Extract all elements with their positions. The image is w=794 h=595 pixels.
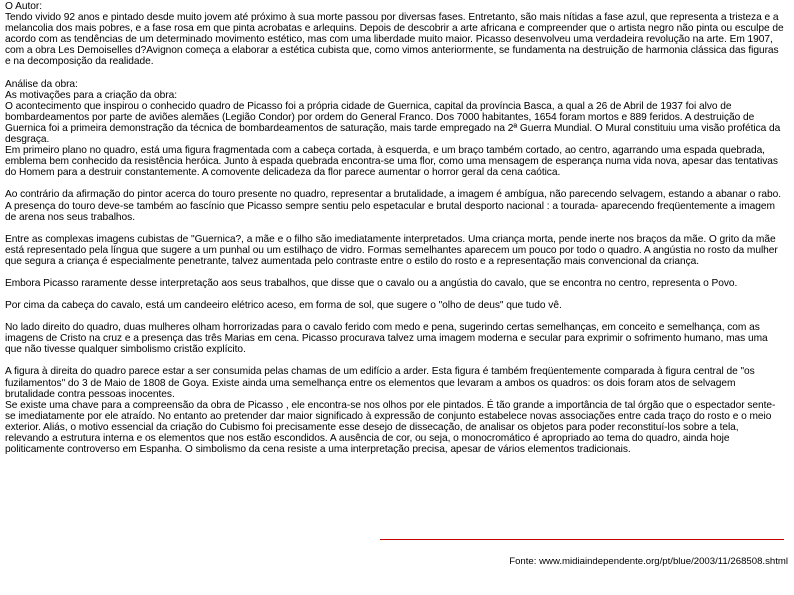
paragraph-foreground-figure: Em primeiro plano no quadro, está uma figura fragmentada com a cabeça cortada, à esquerda, e um braço também cortado, ao centro, agarrando uma espada quebrada, emblema bem conhecido da resistência heróica. Junto à espada quebrada encontra-se uma flor, como uma mensagem de esperança numa vida nova, apesar das tentativas do Homem para a destruir constantemente. A comovente delicadeza da flor parece aumentar o horror geral da cena caótica. (5, 145, 778, 179)
analysis-heading: Análise da obra: (5, 78, 78, 90)
source-citation: Fonte: www.midiaindependente.org/pt/blue/2003/11/268508.shtml (509, 556, 788, 567)
document-body (5, 1, 785, 455)
red-underline (380, 539, 784, 540)
spacer (5, 311, 785, 322)
paragraph-guernica-event: O acontecimento que inspirou o conhecido quadro de Picasso foi a própria cidade de Guernica, capital da província Basca, a qual a 26 de Abril de 1937 foi alvo de bombardeamentos por parte de aviões alemães (Legião Condor) por ordem do General Franco. Dos 7000 habitantes, 1654 foram mortos e 889 feridos. A destruição de Guernica foi a primeira demonstração da técnica de bombardeamentos de saturação, mais tarde empregado na 2ª Guerra Mundial. O Mural constituiu uma visão profética da desgraça. (5, 100, 781, 146)
paragraph-bull: Ao contrário da afirmação do pintor acerca do touro presente no quadro, representar a brutalidade, a imagem é ambígua, não parecendo selvagem, estando a abanar o rabo. A presença do touro deve-se também ao fascínio que Picasso sempre sentiu pelo espetacular e brutal desporto nacional : a tourada- aparecendo freqüentemente a imagem de arena nos seus trabalhos. (5, 189, 782, 223)
spacer (5, 355, 785, 366)
author-paragraph: Tendo vivido 92 anos e pintado desde muito jovem até próximo à sua morte passou por diversas fases. Entretanto, são mais nítidas a fase azul, que representa a tristeza e a melancolia dos mais pobres, e a fase rosa em que pinta acrobatas e arlequins. Depois de descobrir a arte africana e compreender que o artista negro não pinta ou esculpe de acordo com as tendências de um determinado movimento estético, mas com uma liberdade muito maior. Picasso desenvolveu uma verdadeira revolução na arte. Em 1907, com a obra Les Demoiselles d?Avignon começa a elaborar a estética cubista que, como vimos anteriormente, se fundamenta na destruição de harmonia clássica das figuras e na decomposição da realidade. (5, 12, 784, 68)
paragraph-horse: Embora Picasso raramente desse interpretação aos seus trabalhos, que disse que o cavalo ou a angústia do cavalo, que se encontra no centro, representa o Povo. (5, 277, 738, 289)
spacer (5, 289, 785, 300)
paragraph-lamp: Por cima da cabeça do cavalo, está um candeeiro elétrico aceso, em forma de sol, que sugere o "olho de deus" que tudo vê. (5, 300, 562, 312)
spacer (5, 223, 785, 234)
paragraph-eyes: Se existe uma chave para a compreensão da obra de Picasso , ele encontra-se nos olhos por ele pintados. É tão grande a importância de tal órgão que o espectador sente-se imediatamente por ele atraído. No entanto ao pretender dar maior significado à expressão de conjunto estabelece novas associações entre cada traço do rosto e o meio exterior. Aliás, o motivo essencial da criação do Cubismo foi precisamente esse desejo de dissecação, de analisar os objetos para poder reconstituí-los sobre a tela, relevando a estrutura interna e os elementos que nos estão escondidos. A ausência de cor, ou seja, o monocromático é apropriado ao tema do quadro, ainda hoje politicamente controverso em Espanha. O simbolismo da cena resiste a uma interpretação precisa, apesar de vários elementos tradicionais. (5, 399, 776, 456)
spacer (5, 68, 785, 79)
paragraph-burning-figure: A figura à direita do quadro parece estar a ser consumida pelas chamas de um edifício a arder. Esta figura é também freqüentemente comparada à figura central de "os fuzilamentos" do 3 de Maio de 1808 de Goya. Existe ainda uma semelhança entre os elementos que levaram a ambos os quadros: os dois foram atos de selvagem brutalidade contra pessoas inocentes. (5, 366, 755, 400)
paragraph-mother-child: Entre as complexas imagens cubistas de "Guernica?, a mãe e o filho são imediatamente interpretados. Uma criança morta, pende inerte nos braços da mãe. O grito da mãe está representado pela língua que sugere a um punhal ou um estilhaço de vidro. Formas semelhantes aparecem um pouco por todo o quadro. A angústia no rosto da mulher que segura a criança é especialmente penetrante, talvez aumentada pelo contraste entre o estilo do rosto e a representação mais convencional da criança. (5, 233, 778, 267)
motivations-heading: As motivações para a criação da obra: (5, 89, 177, 101)
paragraph-women: No lado direito do quadro, duas mulheres olham horrorizadas para o cavalo ferido com medo e pena, sugerindo certas semelhanças, em conceito e semelhança, com as imagens de Cristo na cruz e a presença das três Marias em cena. Picasso procurava talvez uma imagem moderna e secular para exprimir o sofrimento humano, mas uma que não tivesse qualquer simbolismo cristão explícito. (5, 322, 768, 356)
spacer (5, 267, 785, 278)
author-heading: O Autor: (5, 1, 42, 12)
spacer (5, 178, 785, 189)
